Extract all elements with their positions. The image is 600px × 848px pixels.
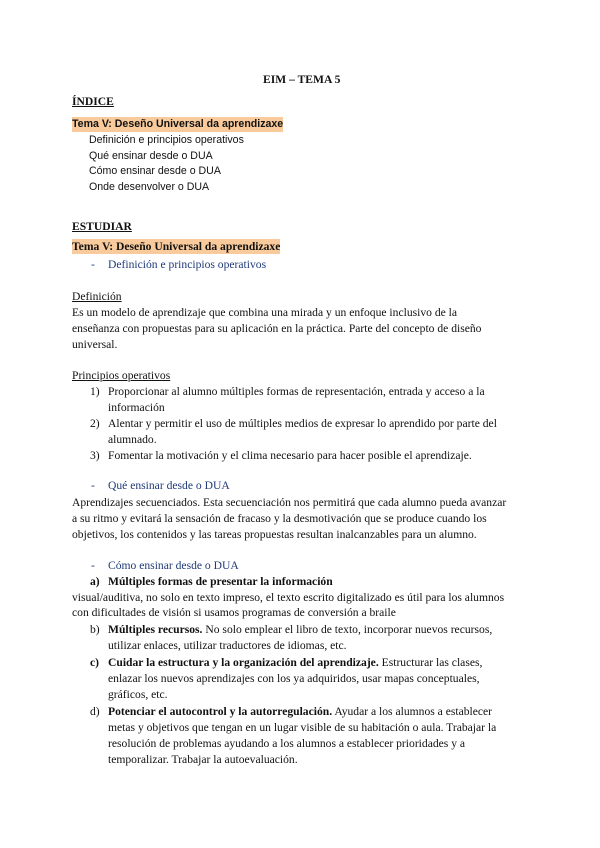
section-what-to-teach: Qué ensinar desde o DUA [108,479,230,492]
definition-line: Es un modelo de aprendizaje que combina una mirada y un enfoque inclusivo de la [72,306,458,319]
index-heading: ÍNDICE [72,95,114,108]
item-a-title: Múltiples formas de presentar la información [108,575,333,588]
item-b-title: Múltiples recursos. [108,623,203,636]
item-c-text: Estructurar las clases, [378,656,483,669]
page-title: EIM – TEMA 5 [263,73,341,86]
index-item: Onde desenvolver o DUA [89,181,210,193]
item-b-text: No solo emplear el libro de texto, incorporar nuevos recursos, [202,623,493,636]
item-d-line: resolución de problemas ayudando a los alumnos a establecer prioridades y a [108,737,466,750]
section-definition-principles: Definición e principios operativos [108,258,267,271]
item-letter: d) [90,705,100,718]
section-how-to-teach: Cómo ensinar desde o DUA [108,559,239,572]
principle-number: 3) [90,449,100,462]
item-d-title: Potenciar el autocontrol y la autorregulación. [108,705,333,718]
item-c-line [108,655,482,670]
bullet: - [91,479,95,492]
item-d-line [108,704,492,719]
study-heading: ESTUDIAR [72,220,132,233]
index-item: Definición e principios operativos [89,134,244,146]
principle-line: alumnado. [108,433,157,446]
item-d-line: temporalizar. Trabajar la autoevaluación. [108,753,298,766]
item-a-line: visual/auditiva, no solo en texto impreso, el texto escrito digitalizado es útil para los alumnos [72,591,505,604]
item-a-line: con dificultades de visión si usamos programas de conversión a braile [72,606,396,619]
principle-number: 1) [90,385,100,398]
principle-line: información [108,401,165,414]
item-d-line: metas y objetivos que tengan en un lugar visible de su habitación o aula. Trabajar la [108,721,497,734]
study-topic: Tema V: Deseño Universal da aprendizaxe [72,240,281,253]
definition-heading: Definición [72,290,122,303]
index-item: Qué ensinar desde o DUA [89,150,213,162]
index-item: Cómo ensinar desde o DUA [89,165,221,177]
principle-line: Alentar y permitir el uso de múltiples medios de expresar lo aprendido por parte del [108,417,497,430]
principle-line: Fomentar la motivación y el clima necesario para hacer posible el aprendizaje. [108,449,472,462]
principle-line: Proporcionar al alumno múltiples formas de representación, entrada y acceso a la [108,385,485,398]
what-line: Aprendizajes secuenciados. Esta secuenciación nos permitirá que cada alumno pueda avanzar [72,496,507,509]
definition-line: enseñanza con propuestas para su aplicación en la práctica. Parte del concepto de diseño [72,322,482,335]
item-letter: c) [90,656,100,669]
principles-heading: Principios operativos [72,369,171,382]
item-c-title: Cuidar la estructura y la organización del aprendizaje. [108,656,379,669]
item-b-line [108,622,492,637]
what-line: a su ritmo y evitará la sensación de fracaso y la desmotivación que se produce cuando los [72,512,487,525]
bullet: - [91,559,95,572]
item-c-line: enlazar los nuevos aprendizajes con los ya adquiridos, usar mapas conceptuales, [108,672,480,685]
item-c-line: gráficos, etc. [108,688,168,701]
item-b-line: utilizar enlaces, utilizar traductores de idiomas, etc. [108,639,347,652]
bullet: - [91,258,95,271]
definition-line: universal. [72,338,118,351]
what-line: objetivos, los contenidos y las tareas propuestas resultan inalcanzables para un alumno. [72,528,477,541]
item-letter: a) [90,575,100,588]
index-topic: Tema V: Deseño Universal da aprendizaxe [72,118,284,130]
principle-number: 2) [90,417,100,430]
item-d-text: Ayudar a los alumnos a establecer [332,705,493,718]
item-letter: b) [90,623,100,636]
